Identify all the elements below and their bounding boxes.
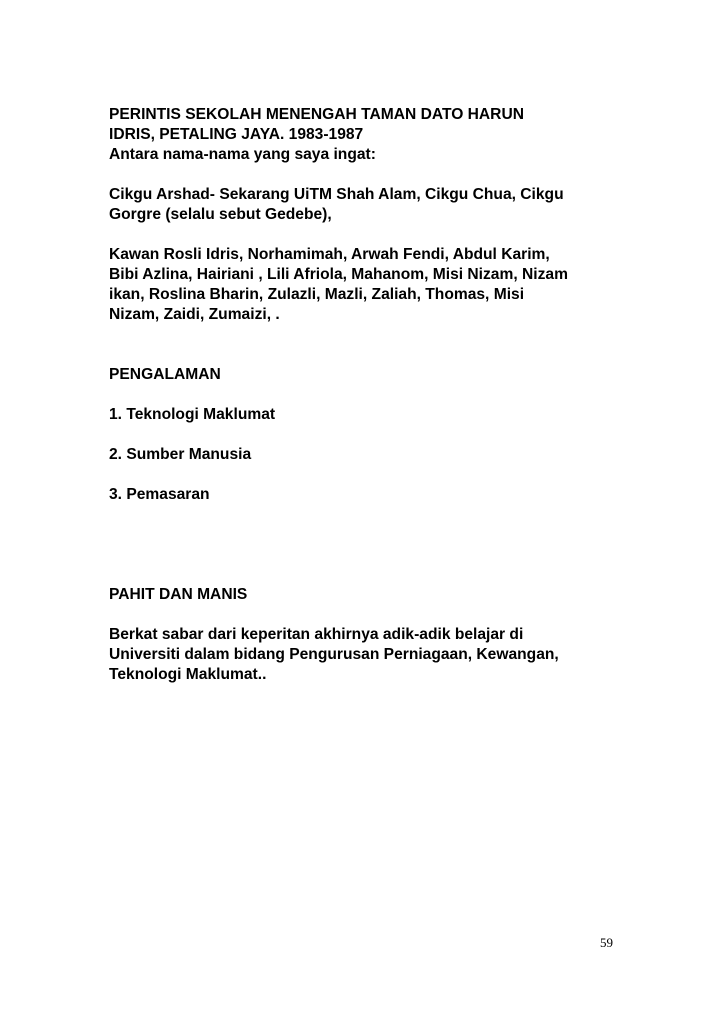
bitter-sweet-line: Berkat sabar dari keperitan akhirnya adik-adik belajar di <box>109 626 524 643</box>
experience-item: 2. Sumber Manusia <box>109 446 252 463</box>
document-body <box>109 105 649 685</box>
friends-line: Kawan Rosli Idris, Norhamimah, Arwah Fendi, Abdul Karim, <box>109 246 550 263</box>
friends-line: Bibi Azlina, Hairiani , Lili Afriola, Mahanom, Misi Nizam, Nizam <box>109 266 568 283</box>
experience-item: 3. Pemasaran <box>109 486 210 503</box>
experience-item: 1. Teknologi Maklumat <box>109 406 276 423</box>
experience-heading: PENGALAMAN <box>109 366 221 383</box>
bitter-sweet-line: Universiti dalam bidang Pengurusan Perniagaan, Kewangan, <box>109 646 559 663</box>
header-line: Antara nama-nama yang saya ingat: <box>109 146 376 163</box>
header-line: PERINTIS SEKOLAH MENENGAH TAMAN DATO HARUN <box>109 106 524 123</box>
friends-line: ikan, Roslina Bharin, Zulazli, Mazli, Zaliah, Thomas, Misi <box>109 286 525 303</box>
header-line: IDRIS, PETALING JAYA. 1983-1987 <box>109 126 364 143</box>
page-number: 59 <box>600 935 613 950</box>
bitter-sweet-heading: PAHIT DAN MANIS <box>109 586 248 603</box>
teachers-line: Gorgre (selalu sebut Gedebe), <box>109 206 332 223</box>
friends-line: Nizam, Zaidi, Zumaizi, . <box>109 306 280 323</box>
bitter-sweet-line: Teknologi Maklumat.. <box>109 666 267 683</box>
teachers-line: Cikgu Arshad- Sekarang UiTM Shah Alam, Cikgu Chua, Cikgu <box>109 186 564 203</box>
